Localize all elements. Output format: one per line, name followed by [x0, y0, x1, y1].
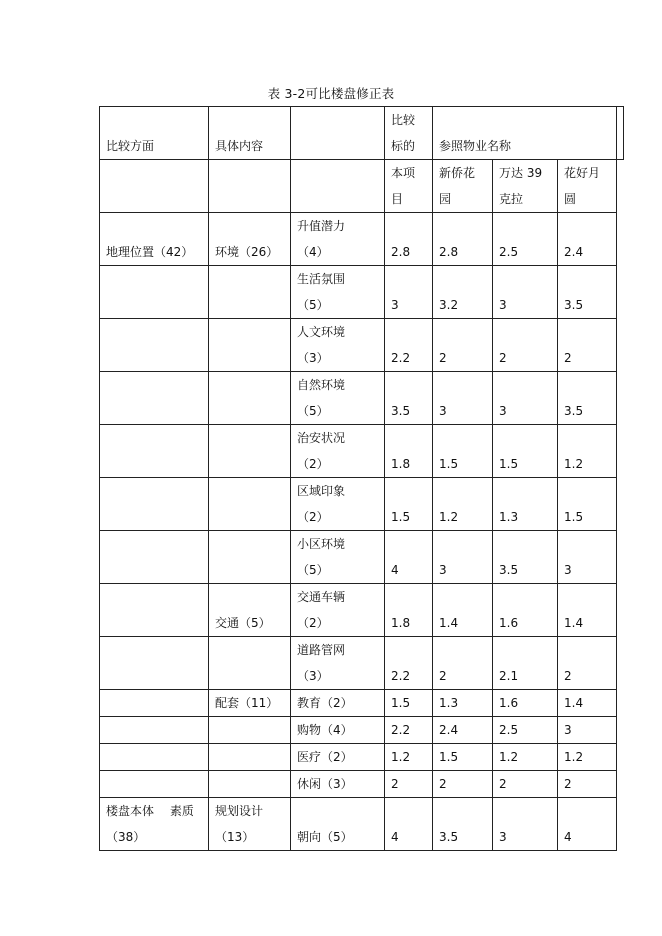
value-project: 1.5 — [391, 510, 411, 524]
item-name: 升值潜力 — [297, 219, 346, 233]
header-compare-line1: 比较 — [391, 113, 416, 127]
header-ref3-line2: 圆 — [564, 192, 577, 206]
item-name: 生活氛围 — [297, 272, 346, 286]
value-ref2: 1.6 — [499, 616, 519, 630]
value-ref3: 2 — [558, 771, 617, 798]
aspect-cell-line1: 楼盘本体 素质 — [106, 804, 194, 818]
table-row — [100, 584, 624, 637]
item-name: 小区环境 — [297, 537, 346, 551]
value-ref3: 1.4 — [564, 616, 584, 630]
value-ref2: 3 — [499, 830, 507, 844]
value-ref2: 3.5 — [499, 563, 519, 577]
item-weight: （4） — [297, 245, 329, 259]
content-cell-line1: 规划设计 — [215, 804, 264, 818]
header-ref1-line1: 新侨花 — [439, 166, 476, 180]
item-name: 交通车辆 — [297, 590, 346, 604]
item-weight: （2） — [297, 457, 329, 471]
value-ref1: 3 — [439, 563, 447, 577]
value-ref1: 1.2 — [439, 510, 459, 524]
item-weight: （5） — [297, 404, 329, 418]
item-name: 治安状况 — [297, 431, 346, 445]
header-row-1 — [100, 107, 624, 160]
aspect-cell-line2: （38） — [106, 830, 146, 844]
table-row — [100, 637, 624, 690]
value-ref3: 3 — [558, 717, 617, 744]
value-project: 3 — [391, 298, 399, 312]
table-row — [100, 213, 624, 266]
value-ref3: 1.5 — [564, 510, 584, 524]
value-ref2: 3 — [499, 404, 507, 418]
value-ref2: 2 — [493, 771, 558, 798]
table-row — [100, 266, 624, 319]
header-content: 具体内容 — [215, 139, 264, 153]
item-weight: （2） — [297, 510, 329, 524]
header-reference: 参照物业名称 — [439, 139, 512, 153]
header-aspect: 比较方面 — [106, 139, 155, 153]
header-compare-line2: 标的 — [391, 139, 416, 153]
table-row — [100, 478, 624, 531]
comparison-table — [99, 106, 624, 851]
value-project: 2.2 — [391, 669, 411, 683]
value-project: 1.8 — [391, 616, 411, 630]
item-weight: （3） — [297, 669, 329, 683]
item-weight: （5） — [297, 298, 329, 312]
value-project: 2 — [385, 771, 433, 798]
value-project: 2.2 — [391, 351, 411, 365]
value-ref3: 1.4 — [558, 690, 617, 717]
value-ref1: 3.2 — [439, 298, 459, 312]
item-weight: （5） — [297, 563, 329, 577]
value-ref2: 2 — [499, 351, 507, 365]
value-ref1: 3 — [439, 404, 447, 418]
value-ref1: 1.5 — [433, 744, 493, 771]
value-ref3: 2 — [564, 669, 572, 683]
value-ref3: 4 — [564, 830, 572, 844]
item-weight: （3） — [297, 351, 329, 365]
content-cell: 交通（5） — [215, 616, 271, 630]
content-cell: 配套（11） — [209, 690, 291, 717]
value-project: 2.8 — [391, 245, 411, 259]
value-ref1: 2.4 — [433, 717, 493, 744]
value-ref1: 1.5 — [439, 457, 459, 471]
value-ref1: 2 — [433, 771, 493, 798]
value-ref3: 2 — [564, 351, 572, 365]
value-project: 1.5 — [385, 690, 433, 717]
item-name: 自然环境 — [297, 378, 346, 392]
item-name: 购物（4） — [291, 717, 385, 744]
table-row — [100, 690, 624, 717]
value-ref1: 2.8 — [439, 245, 459, 259]
value-ref1: 2 — [439, 669, 447, 683]
item-name: 区域印象 — [297, 484, 346, 498]
value-ref3: 3 — [564, 563, 572, 577]
value-ref1: 1.3 — [433, 690, 493, 717]
header-row-2 — [100, 160, 624, 213]
table-row — [100, 372, 624, 425]
item-weight: （2） — [297, 616, 329, 630]
value-ref2: 1.2 — [493, 744, 558, 771]
value-ref2: 2.1 — [499, 669, 519, 683]
value-project: 2.2 — [385, 717, 433, 744]
item-name: 人文环境 — [297, 325, 346, 339]
value-ref3: 2.4 — [564, 245, 584, 259]
table-row — [100, 717, 624, 744]
table-title: 表 3-2可比楼盘修正表 — [267, 86, 395, 101]
value-project: 3.5 — [391, 404, 411, 418]
value-ref2: 2.5 — [499, 245, 519, 259]
table-row — [100, 771, 624, 798]
item-name: 教育（2） — [291, 690, 385, 717]
header-ref2-line1: 万达 39 — [499, 166, 543, 180]
value-ref1: 1.4 — [439, 616, 459, 630]
content-cell: 环境（26） — [215, 245, 279, 259]
value-ref2: 1.3 — [499, 510, 519, 524]
value-ref2: 1.6 — [493, 690, 558, 717]
item-name: 道路管网 — [297, 643, 346, 657]
table-row — [100, 744, 624, 771]
value-ref1: 2 — [439, 351, 447, 365]
value-ref2: 1.5 — [499, 457, 519, 471]
value-ref3: 3.5 — [564, 404, 584, 418]
value-ref2: 2.5 — [493, 717, 558, 744]
item-name: 医疗（2） — [291, 744, 385, 771]
value-ref2: 3 — [499, 298, 507, 312]
header-ref1-line2: 园 — [439, 192, 452, 206]
value-project: 4 — [391, 563, 399, 577]
value-ref3: 1.2 — [558, 744, 617, 771]
value-project: 1.8 — [391, 457, 411, 471]
item-name: 朝向（5） — [297, 830, 353, 844]
header-ref2-line2: 克拉 — [499, 192, 524, 206]
item-name: 休闲（3） — [291, 771, 385, 798]
value-ref3: 3.5 — [564, 298, 584, 312]
content-cell-line2: （13） — [215, 830, 255, 844]
value-ref1: 3.5 — [439, 830, 459, 844]
value-project: 4 — [391, 830, 399, 844]
table-row — [100, 425, 624, 478]
aspect-cell: 地理位置（42） — [106, 245, 194, 259]
header-project-line2: 目 — [391, 192, 404, 206]
value-project: 1.2 — [385, 744, 433, 771]
value-ref3: 1.2 — [564, 457, 584, 471]
table-row — [100, 798, 624, 851]
header-project-line1: 本项 — [391, 166, 416, 180]
table-row — [100, 319, 624, 372]
table-row — [100, 531, 624, 584]
header-ref3-line1: 花好月 — [564, 166, 601, 180]
